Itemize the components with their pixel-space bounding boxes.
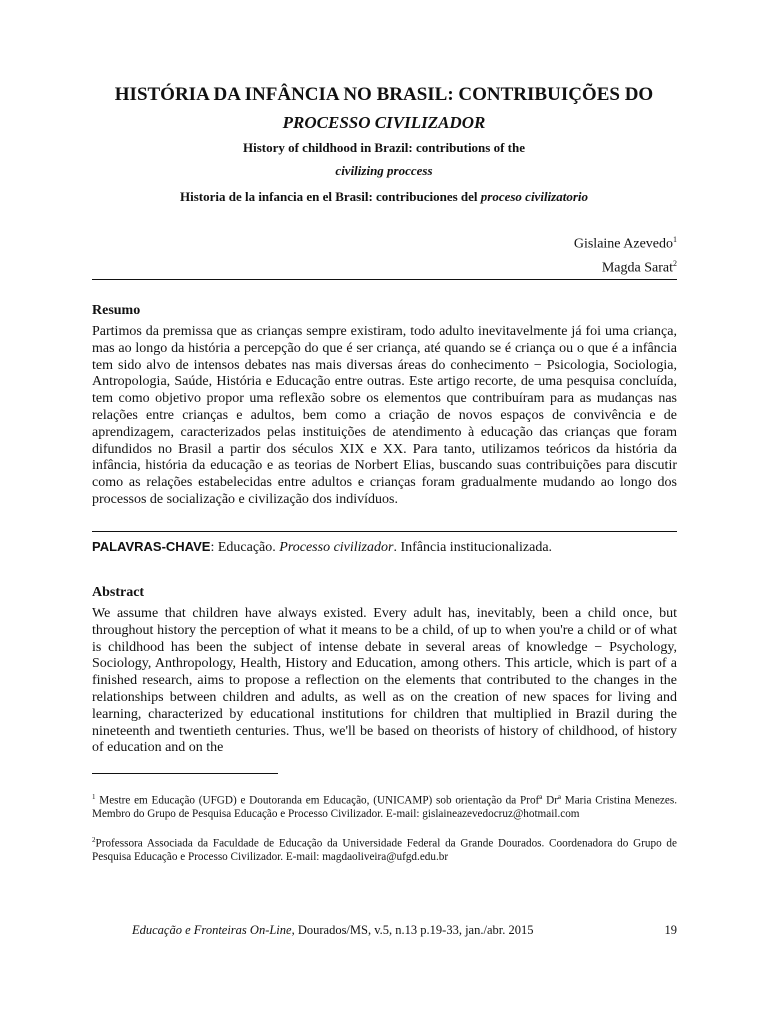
title-spanish-italic: proceso civilizatorio: [480, 189, 589, 204]
header-divider: [92, 279, 677, 280]
footnote-1: [92, 791, 677, 821]
keyword-3: . Infância institucionalizada.: [393, 540, 553, 555]
resumo-heading: Resumo: [92, 303, 141, 318]
author-2: [602, 259, 677, 277]
title-spanish-plain: Historia de la infancia en el Brasil: contribuciones del: [179, 189, 481, 204]
author-1-footnote-mark: 1: [673, 235, 677, 244]
journal-details: , Dourados/MS, v.5, n.13 p.19-33, jan./abr. 2015: [291, 923, 534, 937]
author-1-name: Gislaine Azevedo: [573, 236, 673, 252]
footnote-2-mark: 2: [92, 836, 96, 844]
title-english-line2: civilizing proccess: [335, 163, 433, 178]
page-number: 19: [664, 923, 677, 937]
keywords-line: [92, 539, 677, 556]
abstract-text: We assume that children have always existed. Every adult has, inevitably, been a child once, but throughout history the perception of what it means to be a child, of up to when you're a child or of what is childhood has been the subject of intense debate in several areas of knowledge − Psychology, Sociology, Anthropology, Health, History and Education, among others. This article, which is part of a finished research, aims to propose a reflection on the elements that contributed to the changes in the relationships between children and adults, as well as on the creation of new spaces for living and learning, characterized by educational institutions for children that multiplied in Brazil during the nineteenth and twentieth centuries. Thus, we'll be based on theorists of history of childhood, of history of education and on the: [92, 606, 677, 756]
footnote-2-text: Professora Associada da Faculdade de Educação da Universidade Federal da Grande Dourados. Coordenadora do Grupo de Pesquisa Educação e Processo Civilizador. E-mail: magdaoliveira@ufgd.edu.br: [92, 837, 677, 863]
journal-name: Educação e Fronteiras On-Line: [132, 923, 292, 937]
abstract-heading: Abstract: [92, 585, 145, 600]
keywords-divider: [92, 531, 677, 532]
author-2-name: Magda Sarat: [601, 260, 673, 276]
keyword-1: Educação.: [217, 540, 280, 555]
author-1: [574, 235, 677, 253]
journal-footer: [132, 923, 533, 938]
keywords-label: PALAVRAS-CHAVE: [92, 539, 211, 554]
footnote-1-text: Mestre em Educação (UFGD) e Doutoranda em Educação, (UNICAMP) sob orientação da Profª Drª Maria Cristina Menezes. Membro do Grupo de Pesquisa Educação e Processo Civilizador. E-mail: gislaineazevedocruz@hotmail.com: [92, 794, 677, 820]
title-english-line1: History of childhood in Brazil: contributions of the: [242, 140, 526, 155]
footnote-1-mark: 1: [92, 793, 96, 801]
title-spanish: [0, 189, 768, 205]
keyword-2: Processo civilizador: [279, 540, 394, 555]
author-2-footnote-mark: 2: [673, 259, 677, 268]
keywords-separator: :: [210, 540, 218, 555]
title-portuguese-line2: PROCESSO CIVILIZADOR: [282, 113, 486, 132]
footnote-2: [92, 834, 677, 864]
title-portuguese-line1: HISTÓRIA DA INFÂNCIA NO BRASIL: CONTRIBUIÇÕES DO: [114, 84, 654, 105]
resumo-text: Partimos da premissa que as crianças sempre existiram, todo adulto inevitavelmente já foi uma criança, mas ao longo da história a percepção do que é ser criança, até quando se é criança ou o que é a infância tem sido alvo de intensos debates nas mais diversas áreas do conhecimento − Psicologia, Sociologia, Antropologia, Saúde, História e Educação entre outras. Este artigo recorte, de uma pesquisa concluída, tem como objetivo propor uma reflexão sobre os elementos que contribuíram para as mudanças nas relações entre crianças e adultos, bem como a criação de novos espaços de convivência e de aprendizagem, caracterizados pelas instituições de atendimento à educação das crianças que foram difundidos no Brasil a partir dos séculos XIX e XX. Para tanto, utilizamos teóricos da história da infância, história da educação e as teorias de Norbert Elias, buscando suas contribuições para discutir como as relações estabelecidas entre adultos e crianças foram gradualmente mudando ao longo dos processos de socialização e civilização dos indivíduos.: [92, 324, 677, 507]
footnote-divider: [92, 773, 278, 774]
